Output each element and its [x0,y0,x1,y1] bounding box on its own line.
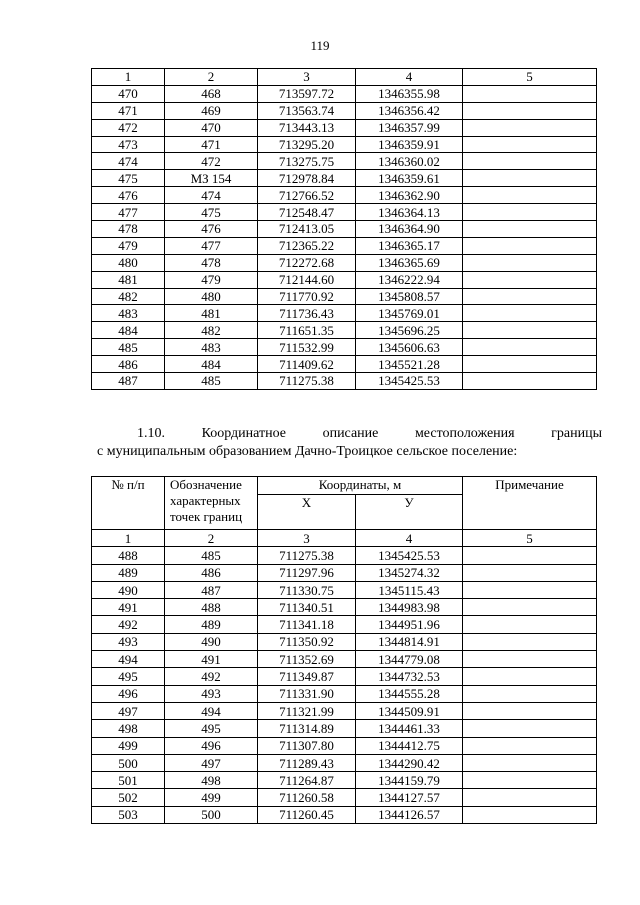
coordinates-table-continued [91,68,597,390]
table-row [92,754,597,771]
table-cell: 1346362.90 [356,187,463,204]
table-cell: 485 [92,339,165,356]
table-cell: 482 [165,322,258,339]
table-cell [463,720,597,737]
table-cell: 500 [165,806,258,823]
table-cell: 711770.92 [258,288,356,305]
table-cell: 470 [165,119,258,136]
table-cell: 1346357.99 [356,119,463,136]
table-cell: 711350.92 [258,633,356,650]
header-point-designation: Обозначение характерных точек границ [165,477,258,530]
table-cell [463,136,597,153]
header-x: X [258,495,356,530]
table-row [92,789,597,806]
table-cell: 500 [92,754,165,771]
table-cell [463,204,597,221]
table-row [92,373,597,390]
table-row [92,271,597,288]
table-cell [463,153,597,170]
table-cell: 713275.75 [258,153,356,170]
column-number-cell: 3 [258,530,356,547]
table-cell [463,668,597,685]
table-cell: 473 [92,136,165,153]
table-cell: 496 [165,737,258,754]
table-cell: 1344732.53 [356,668,463,685]
table-cell: 711260.58 [258,789,356,806]
header-y: У [356,495,463,530]
table-cell: 479 [92,237,165,254]
table-cell: 495 [165,720,258,737]
table-cell: 483 [165,339,258,356]
table-cell: 712548.47 [258,204,356,221]
table-cell [463,737,597,754]
table-cell: 1345521.28 [356,356,463,373]
table-row [92,221,597,238]
table-cell: 490 [92,581,165,598]
table-cell: 493 [92,633,165,650]
table-row [92,204,597,221]
table-row [92,356,597,373]
table-cell: 474 [165,187,258,204]
table-cell: 494 [165,702,258,719]
table-cell: 496 [92,685,165,702]
table-cell: 481 [165,305,258,322]
table-row [92,581,597,598]
table-cell: 471 [92,102,165,119]
table-cell: 1346365.69 [356,254,463,271]
table-cell: 480 [165,288,258,305]
table-cell [463,305,597,322]
table-cell: 486 [92,356,165,373]
table-cell [463,789,597,806]
table-row [92,633,597,650]
table-cell [463,806,597,823]
table-row [92,651,597,668]
table-row [92,254,597,271]
table-cell: 1345274.32 [356,564,463,581]
table-cell [463,564,597,581]
table-cell: 483 [92,305,165,322]
table-cell: 1345606.63 [356,339,463,356]
table-cell: 1345425.53 [356,373,463,390]
header-row [92,477,597,495]
section-heading-continuation: с муниципальным образованием Дачно-Троицкое сельское поселение: [97,444,518,459]
table-cell: 1346364.13 [356,204,463,221]
table-cell [463,170,597,187]
table-cell: 1344555.28 [356,685,463,702]
table-cell: 712144.60 [258,271,356,288]
table-cell: 712978.84 [258,170,356,187]
table-cell: 711349.87 [258,668,356,685]
table-cell [463,221,597,238]
column-number-cell: 3 [258,69,356,86]
column-number-row [92,530,597,547]
table-cell: 485 [165,373,258,390]
header-note: Примечание [463,477,597,530]
table-cell: 1344126.57 [356,806,463,823]
table-row [92,136,597,153]
table-cell: 487 [92,373,165,390]
table-cell: МЗ 154 [165,170,258,187]
table-cell: 1344461.33 [356,720,463,737]
page-number: 119 [310,38,330,53]
table-cell: 490 [165,633,258,650]
table-cell: 712365.22 [258,237,356,254]
table-cell: 1345769.01 [356,305,463,322]
table-cell: 501 [92,772,165,789]
table-row [92,187,597,204]
table-row [92,772,597,789]
column-number-cell: 5 [463,530,597,547]
column-number-cell: 1 [92,530,165,547]
table-cell [463,599,597,616]
table-cell: 498 [92,720,165,737]
table1-body [92,69,597,390]
table-cell: 499 [165,789,258,806]
table-cell: 711321.99 [258,702,356,719]
table-cell: 489 [165,616,258,633]
table-cell: 1346355.98 [356,85,463,102]
table-cell: 1346222.94 [356,271,463,288]
table-row [92,170,597,187]
table-cell: 480 [92,254,165,271]
table-cell: 711275.38 [258,373,356,390]
table-cell: 471 [165,136,258,153]
table-cell: 478 [165,254,258,271]
table-cell [463,187,597,204]
table-cell: 1344412.75 [356,737,463,754]
table-cell: 711314.89 [258,720,356,737]
table-cell: 492 [92,616,165,633]
table-cell: 1345115.43 [356,581,463,598]
table2-header [92,477,597,530]
header-coordinates: Координаты, м [258,477,463,495]
table-row [92,153,597,170]
table-cell [463,754,597,771]
table-cell [463,685,597,702]
table-cell: 488 [92,547,165,564]
table-cell: 502 [92,789,165,806]
section-heading-line: 1.10. Координатное описание местоположения границы [137,426,602,441]
table-cell: 477 [165,237,258,254]
table-row [92,322,597,339]
table-cell [463,633,597,650]
table-cell: 1344159.79 [356,772,463,789]
table-cell: 497 [165,754,258,771]
column-number-cell: 4 [356,69,463,86]
table-cell: 474 [92,153,165,170]
table-cell: 484 [165,356,258,373]
column-number-cell: 5 [463,69,597,86]
table-cell: 476 [92,187,165,204]
table-cell: 491 [165,651,258,668]
table-cell: 712272.68 [258,254,356,271]
table-cell [463,254,597,271]
table-cell: 713443.13 [258,119,356,136]
table-row [92,564,597,581]
table-row [92,237,597,254]
table-row [92,599,597,616]
table-cell: 713597.72 [258,85,356,102]
table-cell: 493 [165,685,258,702]
table-row [92,339,597,356]
table-cell [463,356,597,373]
table-row [92,305,597,322]
table-cell [463,702,597,719]
column-number-cell: 2 [165,69,258,86]
table-cell: 485 [165,547,258,564]
table-cell: 491 [92,599,165,616]
table-cell: 711331.90 [258,685,356,702]
table2-body [92,530,597,824]
table-cell [463,547,597,564]
column-number-row [92,69,597,86]
table-cell: 487 [165,581,258,598]
table-cell: 494 [92,651,165,668]
table-cell: 475 [165,204,258,221]
table-cell [463,237,597,254]
table-cell: 1346359.91 [356,136,463,153]
table-cell: 486 [165,564,258,581]
table-cell [463,102,597,119]
table-row [92,737,597,754]
table-cell: 472 [165,153,258,170]
table-row [92,720,597,737]
table-cell: 1345425.53 [356,547,463,564]
table-cell: 476 [165,221,258,238]
table-cell: 475 [92,170,165,187]
table-cell: 497 [92,702,165,719]
table-cell: 711260.45 [258,806,356,823]
table-row [92,806,597,823]
column-number-cell: 4 [356,530,463,547]
table-cell: 711297.96 [258,564,356,581]
table-cell [463,271,597,288]
table-row [92,616,597,633]
table-cell: 499 [92,737,165,754]
table-cell: 488 [165,599,258,616]
table-cell: 1344951.96 [356,616,463,633]
table-cell: 1344509.91 [356,702,463,719]
table-cell: 711289.43 [258,754,356,771]
table-cell: 472 [92,119,165,136]
section-paragraph [97,425,602,461]
table-row [92,668,597,685]
table-cell: 492 [165,668,258,685]
table-cell: 481 [92,271,165,288]
table-cell: 712413.05 [258,221,356,238]
table-cell: 482 [92,288,165,305]
table-cell [463,322,597,339]
table-row [92,702,597,719]
header-number: № п/п [92,477,165,530]
table-cell: 1345808.57 [356,288,463,305]
table-cell: 468 [165,85,258,102]
table-cell: 711307.80 [258,737,356,754]
table-cell: 711275.38 [258,547,356,564]
table-cell [463,373,597,390]
table-row [92,102,597,119]
table-cell: 711736.43 [258,305,356,322]
table-cell: 479 [165,271,258,288]
table-cell: 469 [165,102,258,119]
table-cell [463,772,597,789]
table-cell: 711341.18 [258,616,356,633]
table-cell: 712766.52 [258,187,356,204]
table-cell: 713563.74 [258,102,356,119]
table-row [92,288,597,305]
table-cell: 495 [92,668,165,685]
table-cell: 711330.75 [258,581,356,598]
table-cell: 477 [92,204,165,221]
table-cell: 503 [92,806,165,823]
table-cell: 1344814.91 [356,633,463,650]
table-cell: 711264.87 [258,772,356,789]
table-cell: 711651.35 [258,322,356,339]
table-row [92,547,597,564]
table-cell: 1346356.42 [356,102,463,119]
table-row [92,85,597,102]
coordinates-table [91,476,597,824]
table-cell: 1345696.25 [356,322,463,339]
table-cell: 1346364.90 [356,221,463,238]
table-cell: 478 [92,221,165,238]
table-cell: 713295.20 [258,136,356,153]
table-cell: 711409.62 [258,356,356,373]
table-cell: 489 [92,564,165,581]
table-cell: 1344983.98 [356,599,463,616]
table-cell [463,651,597,668]
table-cell [463,339,597,356]
table-cell [463,85,597,102]
table-cell: 484 [92,322,165,339]
table-cell: 1344290.42 [356,754,463,771]
table-cell [463,119,597,136]
table-row [92,119,597,136]
table-cell [463,288,597,305]
table-cell: 470 [92,85,165,102]
column-number-cell: 1 [92,69,165,86]
table-cell: 711532.99 [258,339,356,356]
table-cell: 1346365.17 [356,237,463,254]
table-cell: 498 [165,772,258,789]
table-cell [463,581,597,598]
table-cell: 1346360.02 [356,153,463,170]
column-number-cell: 2 [165,530,258,547]
table-cell: 1344127.57 [356,789,463,806]
table-cell: 711352.69 [258,651,356,668]
table-cell: 1346359.61 [356,170,463,187]
table-cell [463,616,597,633]
table-cell: 1344779.08 [356,651,463,668]
table-cell: 711340.51 [258,599,356,616]
table-row [92,685,597,702]
